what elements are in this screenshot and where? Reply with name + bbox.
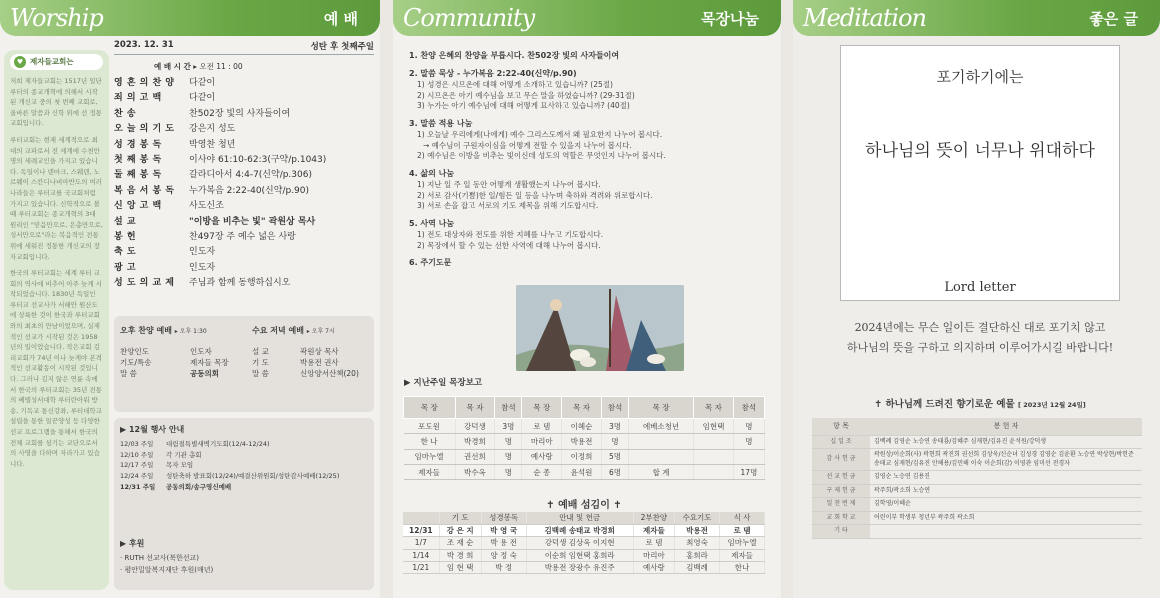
cell: 김백례 [675, 562, 720, 574]
offering-givers: 곽원상/이순희(사) 곽현희 곽진희 권선희 김상욱/신순녀 김성경 김영순 김윤환 노승연 박상현/박헌준 송태교 심재현/김유진 안해용/김민해 이숙 이순희(감) 이영관 임미선 전경자 [870, 449, 1142, 471]
order-item: 죄 의 고 백 [114, 93, 162, 104]
wednesday-service [252, 325, 372, 379]
message-line: 하나님의 뜻을 구하고 의지하며 이루어가시길 바랍니다! [846, 341, 1114, 354]
cell: 6명 [601, 464, 628, 479]
cell: 5명 [601, 449, 628, 464]
message-line: 2024년에는 무슨 일이든 결단하신 대로 포기치 않고 [854, 321, 1106, 334]
cell: 제자들 [404, 464, 456, 479]
cell: 명 [495, 434, 522, 449]
cell: 12/31 [403, 524, 439, 536]
time-value: ▸ 오전 11 : 00 [193, 62, 243, 71]
order-item: 성 경 봉 독 [114, 139, 162, 150]
cell: 이혜순 [562, 419, 602, 434]
table-row [403, 562, 765, 574]
cell: 박 정 [481, 562, 526, 574]
worship-order-list [114, 76, 374, 292]
cell: 박수옥 [455, 464, 495, 479]
cell: 이정희 [562, 449, 602, 464]
event-row [120, 439, 370, 450]
offering-givers [870, 525, 1142, 539]
order-value: 주님과 함께 동행하십시오 [189, 278, 291, 289]
order-item: 첫 째 봉 독 [114, 155, 162, 166]
cell: 권선희 [455, 449, 495, 464]
worship-order-section [114, 40, 374, 292]
question: 2) 시므온은 아기 예수님을 보고 무슨 말을 하였습니까? (29-31절) [417, 90, 635, 100]
cell: 조 재 순 [439, 537, 481, 549]
worship-occasion: 성탄 후 첫째주일 [310, 42, 374, 52]
small-group-guide [409, 44, 769, 270]
order-item: 복 음 서 봉 독 [114, 185, 175, 196]
meditation-card [840, 45, 1120, 301]
cell: 강 은 지 [439, 524, 481, 536]
order-value: 찬497장 주 예수 넓은 사랑 [189, 232, 296, 243]
question: 3) 서로 손을 잡고 서로의 기도 제목을 위해 기도합시다. [417, 201, 599, 210]
cell [629, 434, 694, 449]
report-title: ▶ 지난주일 목장보고 [404, 378, 483, 388]
role: 설 교 [252, 347, 269, 356]
order-row [114, 138, 374, 153]
cell: 포도원 [404, 419, 456, 434]
support-section: ▶ 후원 · RUTH 선교사(북한선교) · 평안밀알복지재단 후원(매년) [120, 539, 214, 574]
worship-header [0, 0, 380, 36]
cell: 한나 [720, 562, 765, 574]
cell: 박용전 [562, 434, 602, 449]
offering-givers: 김영순 노승연 김용진 [870, 471, 1142, 485]
col-header: 목 장 [629, 397, 694, 419]
offering-givers: 김학영/이혜순 [870, 498, 1142, 512]
event-row [120, 460, 370, 471]
wednesday-row [252, 346, 372, 357]
col-header: 참석 [601, 397, 628, 419]
table-header-row [812, 418, 1142, 435]
order-row [114, 245, 374, 260]
event-date: 12/10 주일 [120, 450, 154, 459]
servers-table [403, 512, 765, 574]
event-row [120, 450, 370, 461]
order-row [114, 168, 374, 183]
table-row [812, 484, 1142, 498]
cell: 로 뎀 [720, 524, 765, 536]
cell: 박경희 [455, 434, 495, 449]
cell: 17명 [733, 464, 764, 479]
col-header: 목 자 [694, 397, 734, 419]
order-item: 찬 송 [114, 108, 137, 119]
table-row [403, 537, 765, 549]
order-row [114, 107, 374, 122]
role: 찬양인도 [120, 347, 149, 356]
col-header: 항 목 [812, 418, 870, 435]
heart-icon: ♥ [14, 56, 26, 68]
afternoon-service [120, 325, 245, 379]
person: 공동의회 [190, 369, 219, 378]
order-item: 오 늘 의 기 도 [114, 124, 175, 135]
section-title: 4. 삶의 나눔 [409, 168, 455, 178]
section-title: 1. 찬양 은혜의 찬양을 부릅시다. 찬502장 빛의 사자들이여 [409, 51, 620, 60]
offering-type: 교 회 학 교 [812, 511, 870, 525]
time-label: 예 배 시 간 [154, 62, 191, 71]
offering-type: 십 일 조 [812, 435, 870, 449]
person: 곽원상 목사 [300, 347, 339, 356]
cell: 양 정 숙 [481, 549, 526, 561]
order-row [114, 122, 374, 137]
order-item: 설 교 [114, 216, 137, 227]
cell: 로 뎀 [633, 537, 674, 549]
order-row [114, 153, 374, 168]
role: 말 씀 [120, 369, 137, 378]
table-row [812, 471, 1142, 485]
event-text: 목자 모임 [166, 461, 194, 470]
cell: 박 경 희 [439, 549, 481, 561]
wednesday-row [252, 368, 372, 379]
event-date: 12/17 주일 [120, 461, 154, 470]
order-value: 찬502장 빛의 사자들이여 [189, 108, 291, 119]
table-row [403, 549, 765, 561]
sidebar-title-text: 제자들교회는 [30, 56, 74, 66]
afternoon-row [120, 357, 245, 368]
afternoon-title: 오후 찬양 예배 [120, 326, 172, 335]
table-row [812, 449, 1142, 471]
question: 1) 오늘날 우리에게(나에게) 예수 그리스도께서 왜 필요한지 나누어 봅시다. [417, 130, 663, 139]
cell: 순 종 [522, 464, 562, 479]
afternoon-row [120, 368, 245, 379]
community-script-title: Community [403, 4, 535, 32]
question: 3) 누가는 아기 예수님에 대해 어떻게 묘사하고 있습니까? (40절) [417, 101, 630, 110]
role: 말 씀 [252, 369, 269, 378]
question: 2) 서로 감사(기쁨)한 일/힘든 일 등을 나누며 축하와 격려와 위로합시다. [417, 190, 653, 200]
sidebar-title [10, 54, 103, 70]
cell: 1/14 [403, 549, 439, 561]
question: 1) 지난 일 주 일 동안 어떻게 생활했는지 나누어 봅시다. [417, 180, 601, 189]
group-report-table [403, 396, 765, 480]
order-value: 누가복음 2:22-40(신약/p.90) [189, 185, 310, 196]
new-year-message [800, 318, 1160, 358]
support-title: 후원 [128, 539, 145, 548]
question: 1) 전도 대상자와 전도를 위한 지혜를 나누고 기도합시다. [417, 230, 604, 239]
offering-table [812, 418, 1142, 539]
meditation-body: 하나님의 뜻이 너무나 위대하다 [865, 141, 1095, 161]
cell: 식 사 [720, 512, 765, 524]
wednesday-time: ▸ 오후 7시 [306, 328, 335, 335]
cell: 임현택 [694, 419, 734, 434]
order-item: 성 도 의 교 제 [114, 278, 175, 289]
person: 박용전 권사 [300, 358, 339, 367]
cell: 홍희라 [675, 549, 720, 561]
order-value: "이방을 비추는 빛" 곽원상 목사 [189, 216, 316, 227]
wednesday-row [252, 357, 372, 368]
cell: 박 용 전 [481, 537, 526, 549]
event-text: 각 기관 총회 [166, 450, 202, 459]
order-value: 인도자 [189, 262, 216, 273]
report-title-text: 지난주일 목장보고 [413, 378, 483, 388]
offering-title [800, 396, 1160, 410]
offering-givers: 김백례 김영순 노승연 송태룡/김혜주 심재현/김유진 윤석원/강덕생 [870, 435, 1142, 449]
cell: 2부찬양 [633, 512, 674, 524]
offering-type: 일 천 번 제 [812, 498, 870, 512]
cell: 명 [733, 434, 764, 449]
col-header: 참석 [495, 397, 522, 419]
table-header-row [404, 397, 765, 419]
table-row [812, 511, 1142, 525]
cell: 김백례 송태교 박경희 [526, 524, 633, 536]
table-row [404, 449, 765, 464]
order-row [114, 261, 374, 276]
order-item: 광 고 [114, 262, 137, 273]
events-title: 12월 행사 안내 [128, 425, 185, 434]
order-row [114, 91, 374, 106]
cell: 명 [733, 419, 764, 434]
order-row [114, 276, 374, 291]
offering-type: 구 제 헌 금 [812, 484, 870, 498]
order-value: 다같이 [189, 78, 216, 88]
order-value: 강은지 성도 [189, 124, 236, 135]
event-text: 공동의회/송구영신예배 [166, 482, 232, 491]
cell: 박 영 국 [481, 524, 526, 536]
col-header: 목 자 [562, 397, 602, 419]
order-item: 신 앙 고 백 [114, 201, 162, 212]
table-row [404, 419, 765, 434]
servers-title: ✝ 예배 섬김이 ✝ [546, 500, 622, 511]
offering-date: [ 2023년 12월 24일] [1018, 401, 1086, 409]
intro-paragraph: 한국의 루터교회는 세계 루터 교회의 역사에 비추어 아주 늦게 시작되었습니다. 1830년 독일인 루터교 선교사가 서해안 원산도에 상륙한 것이 한국과 루터교회와의 최초의 만남이었으며, 실제적인 선교가 시작된 것은 1958년의 일이었습니다. 작은교회 김리교회가 74년 이나 늦게야 본격적인 선교활동이 시작된 것입니다. 그러나 김지 않은 연륜 속에서 한국의 루터교회는 35년 전통의 베델성서대학 루터란아워 방송, 기독교 통신강좌, 루터대학교 설립을 통한 일꾼양성 등 다양한 선교 프로그램을 통해서 한국의 전체 교회를 섬기는 교단으로서의 사명을 다하며 자라가고 있습니다. [10, 269, 102, 468]
shepherd-illustration [516, 285, 684, 371]
order-item: 둘 째 봉 독 [114, 170, 162, 181]
cell: 3명 [495, 419, 522, 434]
cell: 1/21 [403, 562, 439, 574]
meditation-header [793, 0, 1160, 36]
table-row [403, 524, 765, 536]
worship-date: 2023. 12. 31 [114, 40, 174, 50]
event-text: 대림절특별새벽기도회(12/4-12/24) [166, 439, 270, 448]
afternoon-row [120, 346, 245, 357]
order-item: 영 혼 의 찬 양 [114, 78, 175, 88]
cell: 박용전 [675, 524, 720, 536]
cell: 명 [495, 449, 522, 464]
cell [629, 449, 694, 464]
cell: 임 현 택 [439, 562, 481, 574]
cell: 한 나 [404, 434, 456, 449]
offering-title-text: ✝ 하나님께 드려진 향기로운 예물 [874, 399, 1015, 410]
order-row [114, 76, 374, 91]
question: 2) 예수님은 이방을 비추는 빛이신데 성도의 역할은 무엇인지 나누어 봅시다. [417, 151, 666, 160]
events-section: ▶ 12월 행사 안내 12/03 주일 대림절특별새벽기도회(12/4-12/24) 12/10 주일 각 기관 총회 12/17 주일 목자 모임 12/24 주일 성탄축하 발표회(12/24)/예결산위원회/성탄감사예배(12/25) 12/31 주일 공동의회/송구영신예배 [120, 425, 370, 493]
order-row [114, 184, 374, 199]
offering-type: 선 교 헌 금 [812, 471, 870, 485]
table-row [812, 498, 1142, 512]
cell: 예사랑 [633, 562, 674, 574]
col-header: 목 자 [455, 397, 495, 419]
cell: 제자들 [720, 549, 765, 561]
cell [694, 434, 734, 449]
worship-script-title: Worship [10, 4, 103, 32]
col-header: 목 장 [522, 397, 562, 419]
cell [403, 512, 439, 524]
offering-type: 기 타 [812, 525, 870, 539]
order-value: 인도자 [189, 247, 216, 258]
community-header [393, 0, 781, 36]
event-date: 12/24 주일 [120, 472, 154, 481]
table-row [812, 435, 1142, 449]
worship-time [154, 61, 374, 72]
role: 기도/특송 [120, 358, 152, 367]
event-row [120, 482, 370, 493]
offering-givers: 어린이부 학생부 청년부 곽주희 곽소희 [870, 511, 1142, 525]
offering-givers: 곽주희/곽소희 노승연 [870, 484, 1142, 498]
order-value: 사도신조 [189, 201, 224, 212]
person: 제자들 목장 [190, 358, 229, 367]
cell: 1/7 [403, 537, 439, 549]
order-value: 이사야 61:10-62:3(구약/p.1043) [189, 155, 327, 166]
afternoon-time: ▸ 오후 1:30 [174, 328, 207, 335]
meditation-script-title: Meditation [803, 4, 926, 32]
table-row [812, 525, 1142, 539]
worship-ko-title: 예 배 [323, 10, 358, 28]
cell: 명 [495, 464, 522, 479]
cell: 강덕생 [455, 419, 495, 434]
cell: 3명 [601, 419, 628, 434]
order-value: 갈라디아서 4:4-7(신약/p.306) [189, 170, 312, 181]
intro-paragraph: 루터교회는 현재 세계적으로 최대의 교파로서 전 세계에 수천만명의 세례교인을 가지고 있습니다. 독일이나 덴마크, 스웨덴, 노르웨이 스칸디나비아반도의 여러 나라들은 루터교를 국교회처럼 가지고 있습니다. 신학적으로 볼 때 루터교회는 종교개혁의 3대 원리인 "믿음만으로, 은총만으로, 성서만으로"라는 복음적인 전통 위에 세워진 정통한 개신교의 장자교회입니다. [10, 135, 103, 261]
worship-date-row [114, 40, 374, 55]
order-row [114, 199, 374, 214]
cell: 기 도 [439, 512, 481, 524]
person: 신앙양서산책(20) [300, 369, 359, 378]
cell [694, 464, 734, 479]
order-row [114, 230, 374, 245]
cell: 임마누엘 [404, 449, 456, 464]
support-item: · RUTH 선교사(북한선교) [120, 554, 199, 562]
section-title: 6. 주기도문 [409, 258, 452, 267]
col-header: 참석 [733, 397, 764, 419]
event-text: 성탄축하 발표회(12/24)/예결산위원회/성탄감사예배(12/25) [166, 472, 340, 481]
cell: 마리아 [522, 434, 562, 449]
lord-letter-caption: Lord letter [944, 280, 1016, 295]
cell: 강덕생 김상욱 이지현 [526, 537, 633, 549]
cell: 성경봉독 [481, 512, 526, 524]
section-title: 2. 말씀 묵상 - 누가복음 2:22-40(신약/p.90) [409, 68, 577, 78]
question: → 예수님이 구원자이심을 어떻게 전할 수 있을지 나누어 봅시다. [423, 140, 632, 150]
order-item: 축 도 [114, 247, 137, 258]
cell: 로 뎀 [522, 419, 562, 434]
support-item: · 평안밀알복지재단 후원(매년) [120, 566, 214, 574]
table-row [404, 434, 765, 449]
offering-type: 감 사 헌 금 [812, 449, 870, 471]
question: 2) 목장에서 할 수 있는 선한 사역에 대해 나누어 봅시다. [417, 240, 601, 250]
order-value: 다같이 [189, 93, 216, 104]
cell: 합 계 [629, 464, 694, 479]
cell [694, 449, 734, 464]
cell: 최영숙 [675, 537, 720, 549]
event-row [120, 471, 370, 482]
cell: 수요기도 [675, 512, 720, 524]
meditation-title: 포기하기에는 [936, 68, 1024, 86]
cell: 에베소청년 [629, 419, 694, 434]
cell: 임마누엘 [720, 537, 765, 549]
order-row [114, 215, 374, 230]
intro-paragraph: 저희 제자들교회는 1517년 일단 루터의 종교개혁에 의해서 시작된 개신교 중의 첫 번째 교회로, 올바른 말씀과 신학 위에 선 정통 교회입니다. [10, 77, 102, 128]
cell: 명 [601, 434, 628, 449]
cell: 안내 및 헌금 [526, 512, 633, 524]
meditation-ko-title: 좋은 글 [1089, 10, 1138, 28]
cell: 마리아 [633, 549, 674, 561]
wednesday-title: 수요 저녁 예배 [252, 326, 304, 335]
col-header: 목 장 [404, 397, 456, 419]
table-row [404, 464, 765, 479]
event-date: 12/31 주일 [120, 482, 156, 491]
cell: 윤석원 [562, 464, 602, 479]
cell: 제자들 [633, 524, 674, 536]
community-ko-title: 목장나눔 [701, 10, 759, 28]
cell: 박용전 장광수 유진주 [526, 562, 633, 574]
section-title: 3. 말씀 적용 나눔 [409, 118, 473, 128]
cell: 예사랑 [522, 449, 562, 464]
question: 1) 성경은 시므온에 대해 어떻게 소개하고 있습니까? (25절) [417, 80, 613, 89]
order-value: 박영찬 청년 [189, 139, 236, 150]
event-date: 12/03 주일 [120, 439, 154, 448]
cell [733, 449, 764, 464]
col-header: 봉 헌 자 [870, 418, 1142, 435]
role: 기 도 [252, 358, 269, 367]
table-header-row [403, 512, 765, 524]
church-intro-sidebar [4, 50, 109, 590]
order-item: 봉 헌 [114, 232, 137, 243]
section-title: 5. 사역 나눔 [409, 218, 455, 228]
cell: 이순희 임현택 홍희라 [526, 549, 633, 561]
person: 인도자 [190, 347, 212, 356]
